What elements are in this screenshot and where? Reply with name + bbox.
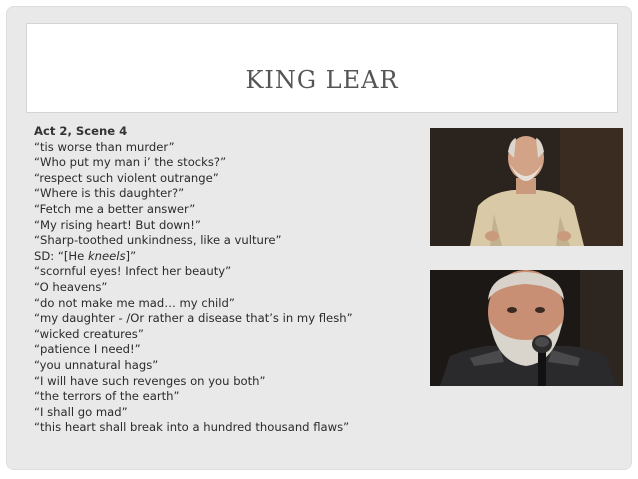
- quote-line: “scornful eyes! Infect her beauty”: [34, 264, 232, 279]
- quote-line: “my daughter - /Or rather a disease that’s in my flesh”: [34, 311, 353, 326]
- scene-heading: Act 2, Scene 4: [34, 124, 128, 138]
- quote-line: “wicked creatures”: [34, 326, 144, 341]
- quote-line: “I will have such revenges on you both”: [34, 373, 266, 388]
- quote-line: “Fetch me a better answer”: [34, 201, 196, 216]
- stage-direction-prefix: SD: “[He: [34, 248, 88, 263]
- quote-line: “O heavens”: [34, 279, 108, 294]
- quote-line: “Where is this daughter?”: [34, 186, 185, 201]
- quote-line: “patience I need!”: [34, 342, 141, 357]
- quote-list: [34, 124, 434, 436]
- quote-line: “the terrors of the earth”: [34, 389, 180, 404]
- quote-line: “I shall go mad”: [34, 404, 128, 419]
- quote-line: “tis worse than murder”: [34, 139, 175, 154]
- quote-line: “My rising heart! But down!”: [34, 217, 201, 232]
- stage-direction: [34, 249, 434, 265]
- actor-photo-tunic: [430, 128, 623, 246]
- quote-line: “you unnatural hags”: [34, 357, 159, 372]
- quote-line: “this heart shall break into a hundred thousand flaws”: [34, 420, 350, 435]
- quote-line: “do not make me mad… my child”: [34, 295, 235, 310]
- slide: [6, 6, 632, 470]
- quote-line: “Sharp-toothed unkindness, like a vulture”: [34, 233, 282, 248]
- slide-title: KING LEAR: [245, 66, 399, 94]
- quote-line: “Who put my man i’ the stocks?”: [34, 155, 227, 170]
- actor-photo-closeup: [430, 270, 623, 386]
- title-box: [26, 23, 618, 113]
- stage-direction-suffix: ]”: [125, 248, 137, 263]
- stage-direction-italic: kneels: [87, 248, 126, 263]
- quote-line: “respect such violent outrange”: [34, 170, 219, 185]
